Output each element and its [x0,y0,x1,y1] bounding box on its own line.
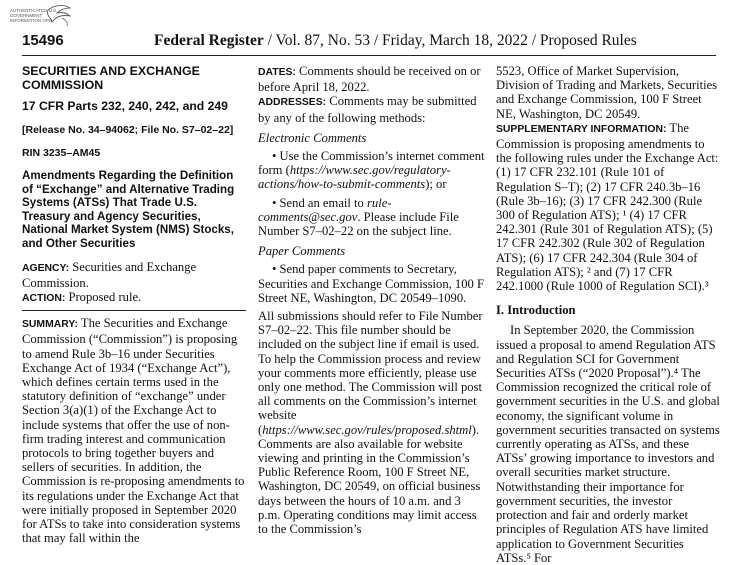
section-heading-introduction: I. Introduction [496,303,576,318]
bullet-internet-form [258,149,486,192]
column-3 [496,64,720,565]
gpo-authentication-logo [10,4,80,28]
bullet-paper: • Send paper comments to Secretary, Securities and Exchange Commission, 100 F Street NE, Washington, DC 20549–1090. [258,262,484,305]
submissions-paragraph [258,309,486,536]
action-line [22,290,246,306]
section-rule [22,310,246,311]
column-1 [22,64,246,545]
electronic-comments-heading: Electronic Comments [258,130,367,145]
agency-label: AGENCY: [22,262,70,274]
dates-text: Comments should be received on or before April 18, 2022. [258,64,481,95]
addresses-text: Comments may be submitted by any of the following methods: [258,94,477,125]
document-title: Amendments Regarding the Definition of “Exchange” and Alternative Trading Systems (ATSs) That Trade U.S. Treasury and Agency Securities, National Market System (NMS) Stocks, and Other Securities [22,169,235,250]
bullet-2-tail: . Please include File Number S7–02–22 on the subject line. [258,209,459,239]
issue-details: / Vol. 87, No. 53 / Friday, March 18, 2022 / Proposed Rules [263,32,637,49]
gpo-logo-text: AUTHENTICATED U.S. GOVERNMENT INFORMATION GPO [10,8,58,23]
agency-value: Securities and Exchange Commission. [22,259,197,290]
summary-text: The Securities and Exchange Commission (“Commission”) is proposing to amend Rule 3b–16 under Securities Exchange Act of 1934 (“Exchange Act”), which defines certain terms used in the statutory definition of “exchange” under Section 3(a)(1) of the Exchange Act to include systems that offer the use of non-firm trading interest and communication protocols to bring together buyers and sellers of securities. In addition, the Commission is re-proposing amendments to its regulations under the Exchange Act that were initially proposed in September 2020 for ATSs to take into consideration systems that may fall within the [22,316,245,546]
contact-continuation: 5523, Office of Market Supervision, Division of Trading and Markets, Securities and Exchange Commission, 100 F Street NE, Washington, DC 20549. [496,64,718,121]
supplementary-paragraph [496,121,720,293]
addresses-label: ADDRESSES: [258,97,327,109]
bullet-1-tail: ); or [425,177,447,192]
introduction-paragraph: In September 2020, the Commission issued a proposal to amend Regulation ATS and Regulation SCI for Government Securities ATSs (“2020 Proposal”).⁴ The Commission recognized the critical role of government securities in the U.S. and global economy, the significant volume in government securities transacted on systems currently operating as ATSs, and these ATSs’ growing importance to investors and overall securities market structure. Notwithstanding their importance for government securities, the investor protection and fair and orderly market principles of Regulation ATS have limited application to Government Securities ATSs.⁵ For [496,323,720,565]
paper-comments-heading: Paper Comments [258,244,346,259]
agency-heading: SECURITIES AND EXCHANGE COMMISSION [22,64,200,93]
bullet-email [258,196,486,239]
page-number: 15496 [22,32,64,49]
summary-paragraph [22,316,246,545]
summary-label: SUMMARY: [22,319,78,331]
submissions-tail: ). Comments are also available for website viewing and printing in the Commission’s Public Reference Room, 100 F Street NE, Washington, DC 20549, on official business days between the hours of 10 a.m. and 3 p.m. Operating conditions may limit access to the Commission’s [258,422,481,537]
bullet-2-text: • Send an email to [272,195,367,210]
journal-name: Federal Register [154,32,264,49]
header-rule [22,55,716,56]
proposed-rules-link[interactable]: https://www.sec.gov/rules/proposed.shtml [262,422,472,437]
addresses-paragraph [258,94,486,124]
comment-form-link[interactable]: https://www.sec.gov/regulatory-actions/how-to-submit-comments [258,163,451,192]
rin-number: RIN 3235–AM45 [22,146,101,159]
agency-line [22,260,246,290]
action-value: Proposed rule. [65,289,142,304]
journal-title [154,32,637,50]
action-label: ACTION: [22,292,66,304]
dates-label: DATES: [258,67,296,78]
release-number: [Release No. 34–94062; File No. S7–02–22] [22,123,234,136]
email-link[interactable]: rule-comments@sec.gov [258,195,392,224]
supplementary-label: SUPPLEMENTARY INFORMATION: [496,123,667,135]
page-header [22,32,722,52]
submissions-text: All submissions should refer to File Number S7–02–22. This file number should be included on the subject line if email is used. To help the Commission process and review your comments more efficiently, please use only one method. The Commission will post all comments on the Commission’s internet website ( [258,309,483,437]
dates-paragraph [258,64,486,94]
bullet-1-text: • Use the Commission’s internet comment form ( [258,149,485,178]
cfr-parts: 17 CFR Parts 232, 240, 242, and 249 [22,99,228,114]
supplementary-text: The Commission is proposing amendments to the following rules under the Exchange Act: (1) 17 CFR 232.101 (Rule 101 of Regulation S–T); (2) 17 CFR 240.3b–16 (Rule 3b–16); (3) 17 CFR 242.300 (Rule 300 of Regulation ATS); ¹ (4) 17 CFR 242.301 (Rule 301 of Regulation ATS); (5) 17 CFR 242.302 (Rule 302 of Regulation ATS); (6) 17 CFR 242.304 (Rule 304 of Regulation ATS); ² and (7) 17 CFR 242.1000 (Rule 1000 of Regulation SCI).³ [496,120,719,294]
column-2 [258,64,486,536]
